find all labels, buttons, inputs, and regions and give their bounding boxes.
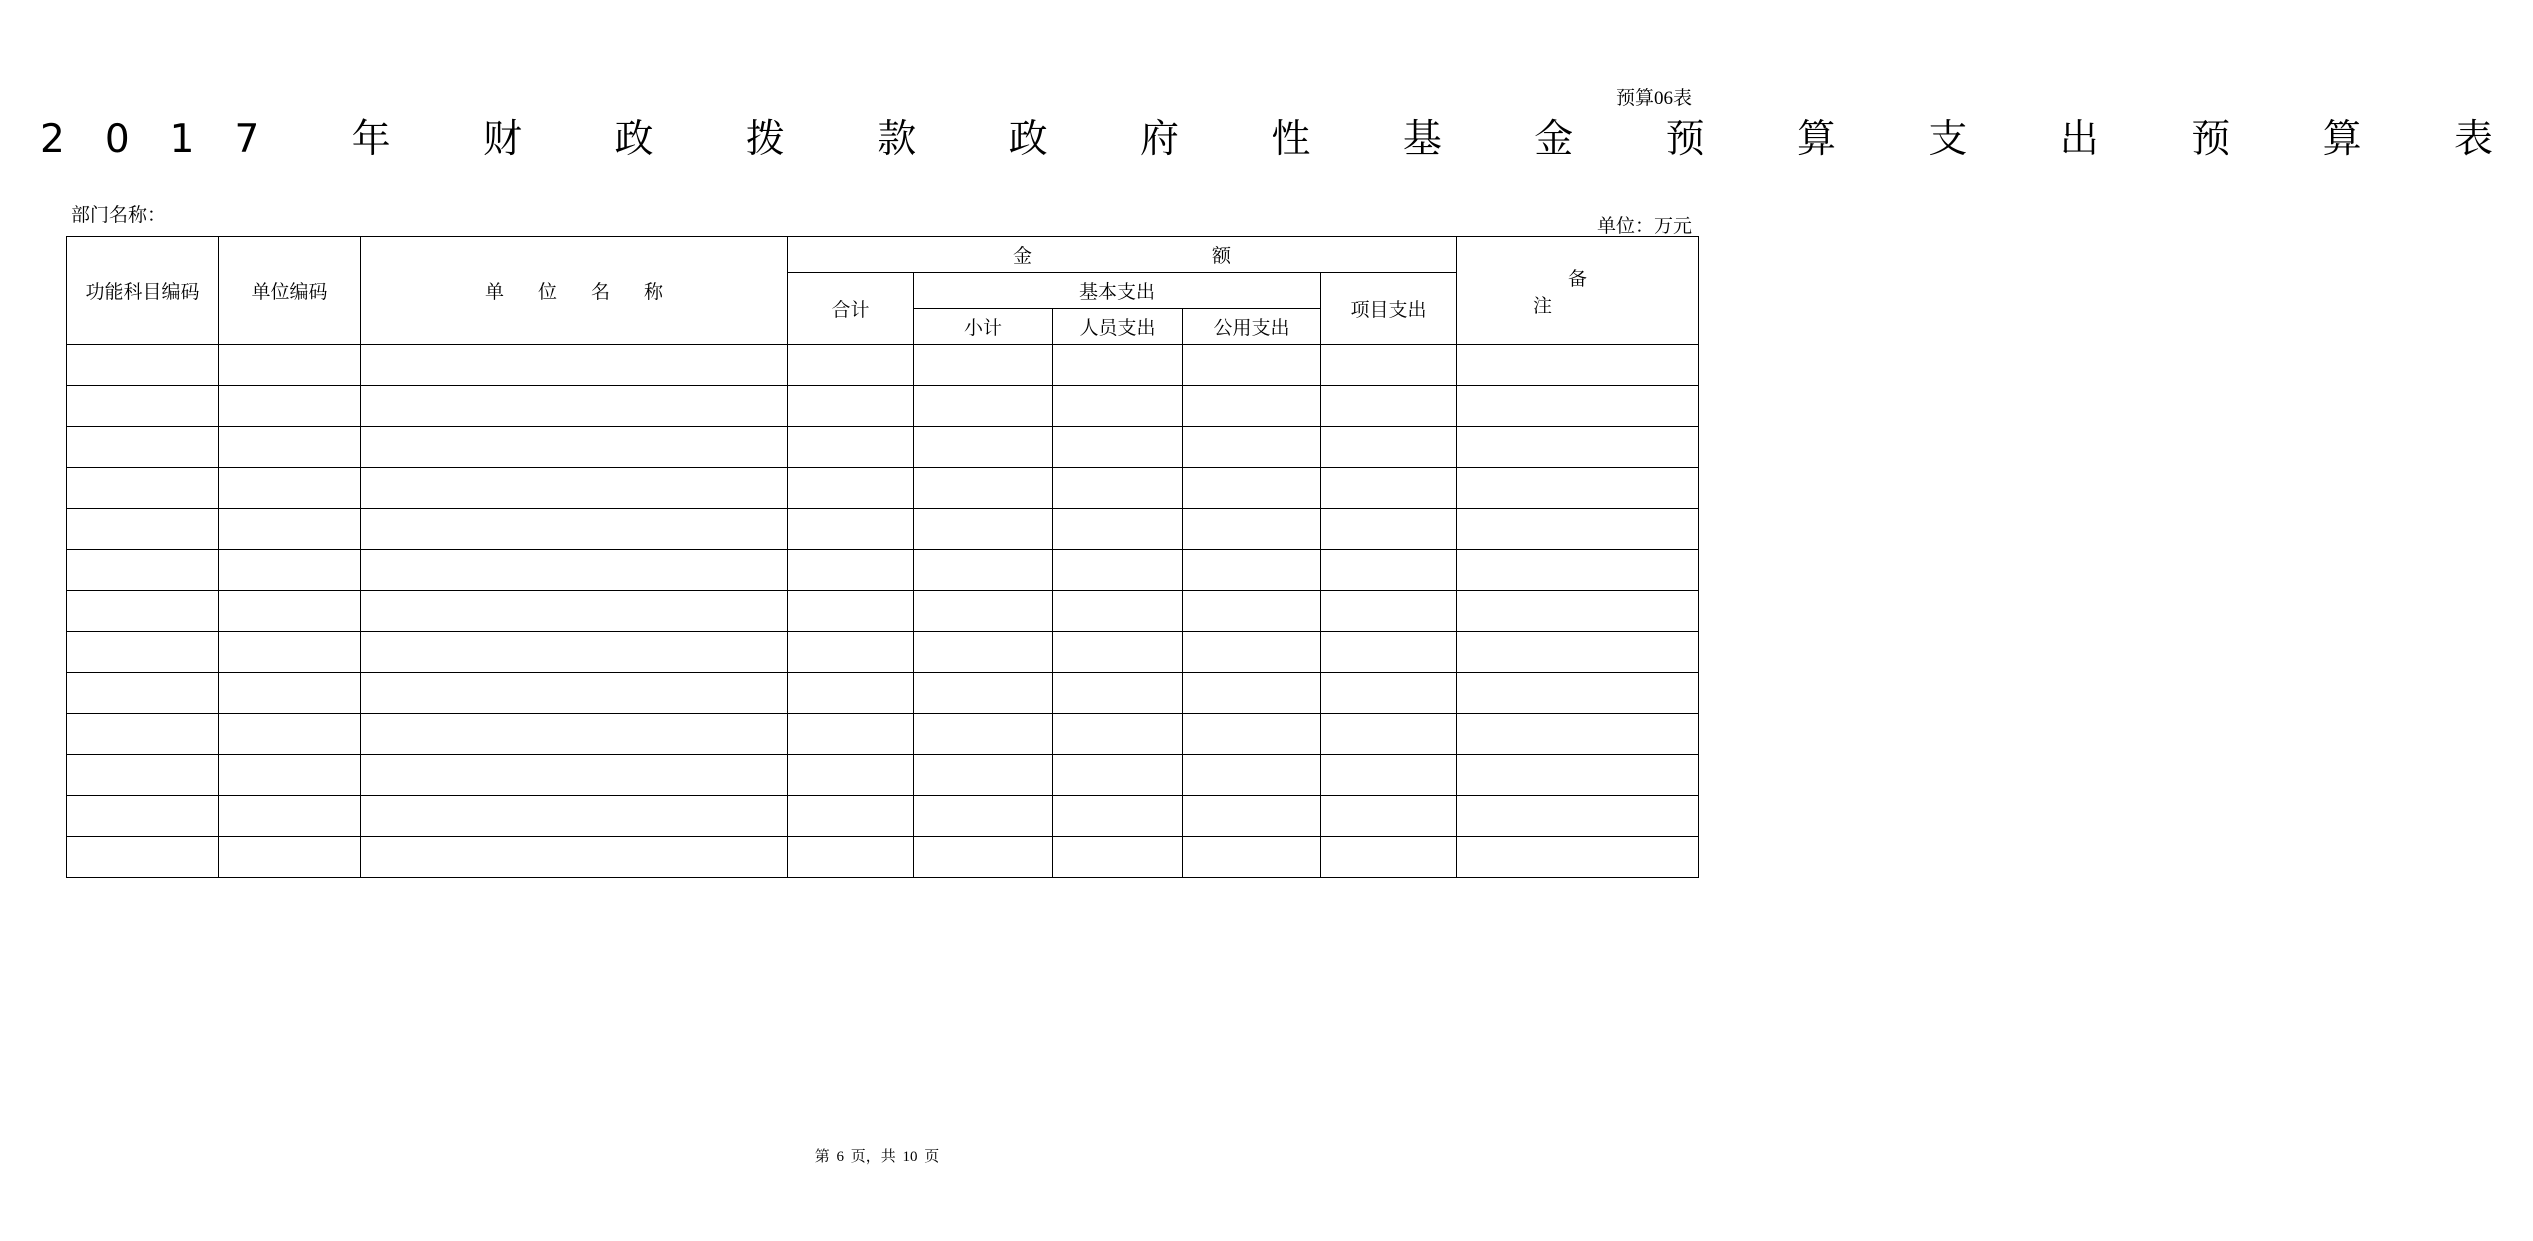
table-cell (361, 837, 788, 878)
table-cell (1183, 550, 1321, 591)
page-title: 2017 年 财 政 拨 款 政 府 性 基 金 预 算 支 出 预 算 表 (40, 117, 2533, 162)
table-cell (1053, 755, 1183, 796)
table-cell (788, 427, 914, 468)
table-row (67, 550, 1699, 591)
table-cell (1053, 714, 1183, 755)
table-cell (1457, 509, 1699, 550)
table-cell (1053, 591, 1183, 632)
table-cell (788, 509, 914, 550)
table-cell (788, 345, 914, 386)
table-cell (1053, 427, 1183, 468)
table-cell (361, 509, 788, 550)
header-project: 项目支出 (1321, 273, 1457, 345)
table-cell (361, 714, 788, 755)
table-cell (1457, 386, 1699, 427)
table-cell (1321, 837, 1457, 878)
table-cell (1053, 796, 1183, 837)
table-cell (1457, 468, 1699, 509)
table-cell (1183, 386, 1321, 427)
table-cell (361, 427, 788, 468)
table-cell (219, 591, 361, 632)
table-cell (914, 591, 1053, 632)
table-row (67, 509, 1699, 550)
table-cell (219, 837, 361, 878)
table-cell (1183, 755, 1321, 796)
table-cell (1321, 509, 1457, 550)
page-footer: 第 6 页，共 10 页 (814, 1149, 940, 1165)
table-cell (67, 632, 219, 673)
table-cell (1183, 591, 1321, 632)
table-cell (1457, 714, 1699, 755)
table-cell (1183, 345, 1321, 386)
table-cell (219, 550, 361, 591)
table-row (67, 591, 1699, 632)
table-cell (67, 427, 219, 468)
table-cell (914, 468, 1053, 509)
table-cell (1321, 386, 1457, 427)
table-cell (1321, 796, 1457, 837)
table-cell (1053, 509, 1183, 550)
table-cell (361, 591, 788, 632)
form-code: 预算06表 (1615, 88, 1692, 109)
table-row (67, 755, 1699, 796)
table-cell (788, 673, 914, 714)
table-cell (1183, 837, 1321, 878)
table-cell (1053, 673, 1183, 714)
table-cell (788, 386, 914, 427)
table-cell (1457, 673, 1699, 714)
table-cell (1457, 632, 1699, 673)
table-cell (219, 755, 361, 796)
table-cell (219, 345, 361, 386)
header-func-code: 功能科目编码 (67, 237, 219, 345)
table-cell (1053, 632, 1183, 673)
table-cell (1183, 673, 1321, 714)
header-amount: 金额 (788, 237, 1457, 273)
table-cell (67, 509, 219, 550)
table-row (67, 673, 1699, 714)
table-cell (1053, 386, 1183, 427)
table-cell (1321, 755, 1457, 796)
table-cell (914, 427, 1053, 468)
table-cell (788, 755, 914, 796)
table-row (67, 796, 1699, 837)
table-cell (914, 550, 1053, 591)
table-cell (1457, 755, 1699, 796)
table-cell (67, 468, 219, 509)
table-row (67, 632, 1699, 673)
table-cell (1053, 550, 1183, 591)
table-cell (67, 755, 219, 796)
table-cell (219, 427, 361, 468)
header-total: 合计 (788, 273, 914, 345)
table-cell (1321, 427, 1457, 468)
table-cell (67, 837, 219, 878)
table-cell (914, 796, 1053, 837)
table-cell (361, 550, 788, 591)
header-basic: 基本支出 (914, 273, 1321, 309)
table-body (67, 345, 1699, 878)
table-cell (788, 714, 914, 755)
table-cell (1457, 591, 1699, 632)
department-label: 部门名称： (71, 205, 167, 226)
table-cell (1457, 427, 1699, 468)
header-remark: 备注 (1457, 237, 1699, 345)
table-cell (1183, 509, 1321, 550)
table-cell (1183, 714, 1321, 755)
table-cell (361, 468, 788, 509)
table-cell (219, 673, 361, 714)
table-cell (788, 591, 914, 632)
table-cell (361, 632, 788, 673)
table-cell (1457, 550, 1699, 591)
table-cell (219, 509, 361, 550)
table-row (67, 837, 1699, 878)
table-cell (361, 345, 788, 386)
table-cell (1321, 468, 1457, 509)
table-cell (1321, 550, 1457, 591)
table-cell (788, 796, 914, 837)
table-cell (1457, 796, 1699, 837)
table-cell (1053, 837, 1183, 878)
table-cell (67, 714, 219, 755)
table-cell (788, 468, 914, 509)
table-cell (361, 673, 788, 714)
table-cell (914, 509, 1053, 550)
table-cell (1183, 796, 1321, 837)
table-cell (914, 673, 1053, 714)
table-cell (1183, 632, 1321, 673)
table-cell (1053, 345, 1183, 386)
table-cell (67, 673, 219, 714)
table-cell (219, 632, 361, 673)
table-cell (914, 632, 1053, 673)
table-cell (1321, 591, 1457, 632)
header-public: 公用支出 (1183, 309, 1321, 345)
table-cell (1183, 427, 1321, 468)
header-unit-code: 单位编码 (219, 237, 361, 345)
table-row (67, 345, 1699, 386)
table-cell (361, 386, 788, 427)
table-cell (67, 345, 219, 386)
table-cell (1457, 345, 1699, 386)
table-cell (1457, 837, 1699, 878)
table-row (67, 714, 1699, 755)
table-cell (914, 837, 1053, 878)
header-personnel: 人员支出 (1053, 309, 1183, 345)
budget-table (66, 236, 1699, 878)
table-cell (1321, 673, 1457, 714)
table-cell (219, 796, 361, 837)
header-unit-name: 单位名称 (361, 237, 788, 345)
table-cell (914, 345, 1053, 386)
table-cell (788, 550, 914, 591)
table-cell (67, 386, 219, 427)
table-cell (1183, 468, 1321, 509)
table-cell (788, 837, 914, 878)
table-cell (67, 591, 219, 632)
table-cell (914, 755, 1053, 796)
table-cell (914, 386, 1053, 427)
table-cell (788, 632, 914, 673)
table-row (67, 386, 1699, 427)
table-row (67, 468, 1699, 509)
unit-label: 单位：万元 (1596, 216, 1692, 237)
table-cell (361, 796, 788, 837)
table-cell (914, 714, 1053, 755)
table-cell (67, 796, 219, 837)
header-subtotal: 小计 (914, 309, 1053, 345)
table-cell (67, 550, 219, 591)
table-cell (219, 386, 361, 427)
table-cell (1321, 714, 1457, 755)
table-cell (1053, 468, 1183, 509)
table-cell (219, 714, 361, 755)
table-cell (361, 755, 788, 796)
table-cell (1321, 632, 1457, 673)
table-cell (219, 468, 361, 509)
table-cell (1321, 345, 1457, 386)
table-row (67, 427, 1699, 468)
